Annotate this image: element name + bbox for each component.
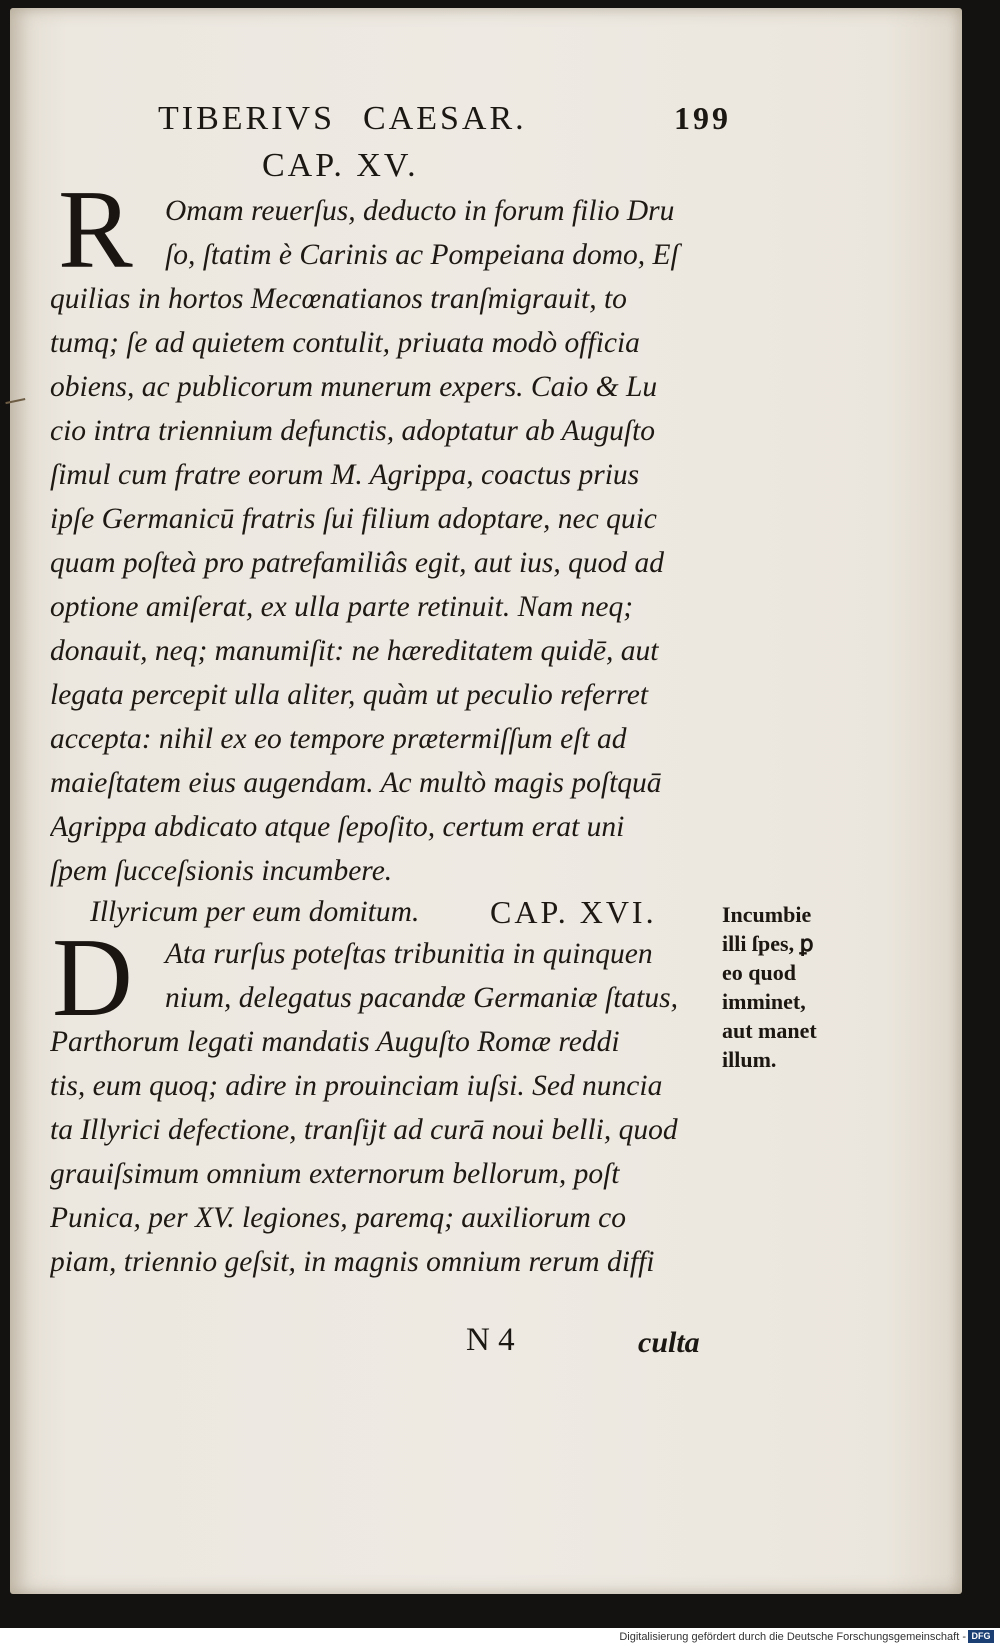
text-line: ſimul cum fratre eorum M. Agrippa, coactus prius	[50, 459, 640, 491]
text-line: quam poſteà pro patrefamiliâs egit, aut ius, quod ad	[50, 547, 665, 579]
text-line: grauiſsimum omnium externorum bellorum, poſt	[50, 1158, 620, 1190]
text-line: Ata rurſus poteſtas tribunitia in quinquen	[165, 938, 653, 970]
chapter-15-heading: CAP. XV.	[262, 147, 419, 184]
text-line: nium, delegatus pacandæ Germaniæ ſtatus,	[165, 982, 678, 1014]
text-line: piam, triennio geſsit, in magnis omnium rerum diffi	[50, 1246, 655, 1278]
text-line: cio intra triennium defunctis, adoptatur ab Auguſto	[50, 415, 656, 447]
drop-cap-r: R	[58, 168, 133, 292]
text-line: donauit, neq; manumiſit: ne hæreditatem quidē, aut	[50, 635, 659, 667]
page-number: 199	[674, 100, 731, 136]
text-line: Parthorum legati mandatis Auguſto Romæ reddi	[50, 1026, 620, 1058]
signature-mark: N 4	[466, 1322, 515, 1358]
running-title-word-1: TIBERIVS	[158, 100, 335, 137]
text-line: Omam reuerſus, deducto in forum filio Dru	[165, 195, 675, 227]
text-line: ipſe Germanicū fratris ſui filium adoptare, nec quic	[50, 503, 657, 535]
running-title-word-2: CAESAR.	[363, 100, 527, 137]
text-line: accepta: nihil ex eo tempore prætermiſſum eſt ad	[50, 723, 627, 755]
chapter-16-heading: CAP. XVI.	[490, 894, 657, 930]
chapter-16-text	[50, 932, 750, 1284]
text-line: obiens, ac publicorum munerum expers. Caio & Lu	[50, 371, 658, 403]
running-title	[158, 100, 527, 138]
text-line: optione amiſerat, ex ulla parte retinuit. Nam neq;	[50, 591, 634, 623]
dfg-logo-icon: DFG	[968, 1630, 994, 1643]
chapter-16-summary: Illyricum per eum domitum.	[90, 896, 420, 928]
text-line: ſo, ſtatim è Carinis ac Pompeiana domo, Eſ	[165, 239, 679, 271]
digitization-credit: Digitalisierung gefördert durch die Deutsche Forschungsgemeinschaft -	[619, 1631, 966, 1643]
margin-note-line: illum.	[722, 1047, 777, 1072]
margin-note-line: illi ſpes, ꝑ	[722, 931, 814, 956]
text-line: Punica, per XV. legiones, paremq; auxiliorum co	[50, 1202, 626, 1234]
margin-note-line: eo quod	[722, 960, 796, 985]
catchword: culta	[638, 1326, 700, 1359]
margin-note-line: aut manet	[722, 1018, 817, 1043]
chapter-15-text	[50, 189, 750, 893]
text-line: tumq; ſe ad quietem contulit, priuata modò officia	[50, 327, 640, 359]
text-line: legata percepit ulla aliter, quàm ut peculio referret	[50, 679, 649, 711]
text-line: quilias in hortos Mecœnatianos tranſmigrauit, to	[50, 283, 627, 315]
running-head	[140, 96, 740, 144]
drop-cap-d: D	[52, 916, 133, 1040]
text-line: ſpem ſucceſsionis incumbere.	[50, 855, 393, 887]
text-line: Agrippa abdicato atque ſepoſito, certum erat uni	[50, 811, 625, 843]
text-line: tis, eum quoq; adire in prouinciam iuſsi. Sed nuncia	[50, 1070, 663, 1102]
margin-note-line: Incumbie	[722, 902, 812, 927]
text-line: maieſtatem eius augendam. Ac multò magis poſtquā	[50, 767, 662, 799]
margin-note-line: imminet,	[722, 989, 806, 1014]
text-line: ta Illyrici defectione, tranſijt ad curā noui belli, quod	[50, 1114, 678, 1146]
